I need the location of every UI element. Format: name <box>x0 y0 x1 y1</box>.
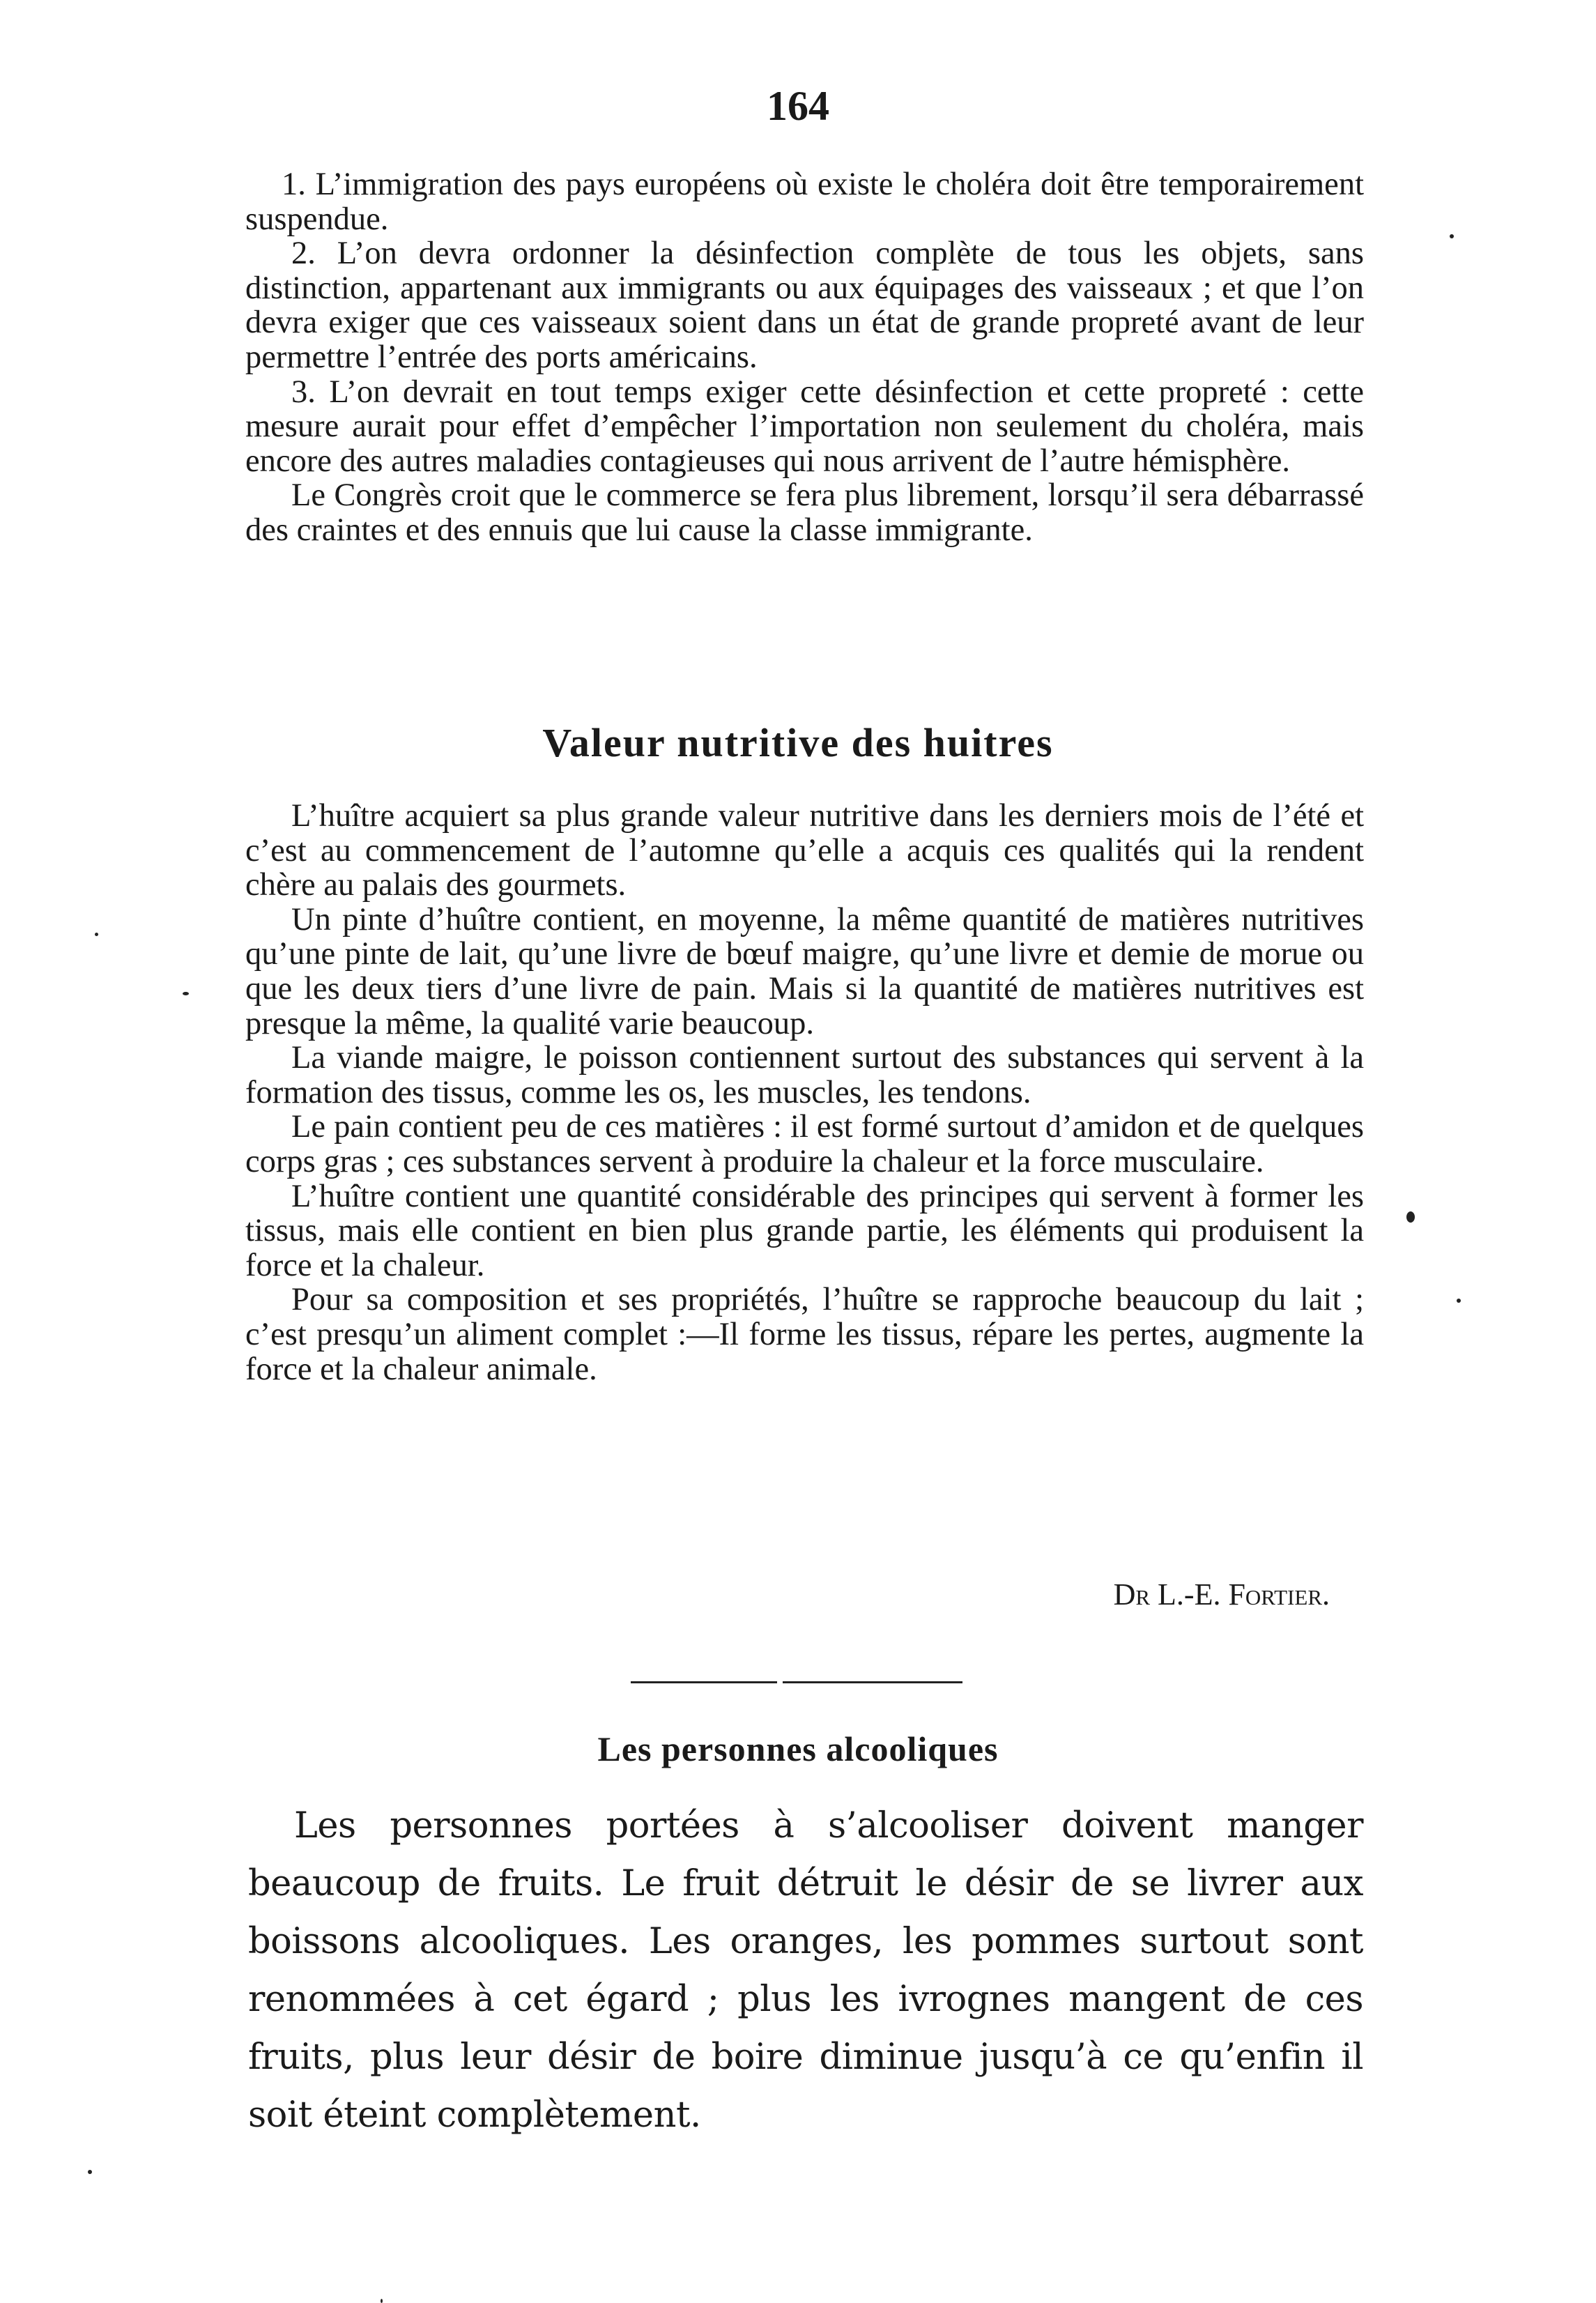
paragraph: Un pinte d’huître contient, en moyenne, la même quantité de matières nutritives qu’une pinte de lait, qu’une livre de bœuf maigre, qu’une livre et demie de morue ou que les deux tiers d’une livre de pain. Mais si la quantité de matières nutritives est presque la même, la qualité varie beaucoup. <box>245 901 1364 1041</box>
resolution-2: 2. L’on devra ordonner la désinfection complète de tous les objets, sans distinction, appartenant aux immigrants ou aux équipages des vaisseaux ; et que l’on devra exiger que ces vaisseaux soient dans un état de grande propreté avant de leur permettre l’entrée des ports américains. <box>245 236 1364 375</box>
paragraph: La viande maigre, le poisson contiennent surtout des substances qui servent à la formation des tissus, comme les os, les muscles, les tendons. <box>245 1040 1364 1110</box>
page-number: 164 <box>767 83 829 129</box>
scan-speck <box>88 2170 92 2174</box>
paragraph: L’huître contient une quantité considérable des principes qui servent à former les tissus, mais elle contient en bien plus grande partie, les éléments qui produisent la force et la chaleur. <box>245 1178 1364 1283</box>
alcoholics-article-body <box>248 1797 1363 2144</box>
scan-speck <box>381 2299 383 2303</box>
paragraph: Pour sa composition et ses propriétés, l’huître se rapproche beaucoup du lait ; c’est presqu’un aliment complet :—Il forme les tissus, répare les pertes, augmente la force et la chaleur animale. <box>245 1282 1364 1387</box>
cholera-resolutions <box>245 167 1364 548</box>
author-signature: Dr L.-E. Fortier. <box>1113 1577 1330 1612</box>
article-title-alcoholics: Les personnes alcooliques <box>597 1729 999 1768</box>
separator-rule-left <box>631 1681 777 1683</box>
separator-rule-right <box>783 1681 962 1683</box>
scan-speck <box>1457 1299 1461 1303</box>
paragraph: Le pain contient peu de ces matières : il est formé surtout d’amidon et de quelques corps gras ; ces substances servent à produire la chaleur et la force musculaire. <box>245 1109 1364 1179</box>
article-title-oysters: Valeur nutritive des huitres <box>542 720 1054 765</box>
oysters-article-body <box>245 799 1364 1386</box>
paragraph: L’huître acquiert sa plus grande valeur nutritive dans les derniers mois de l’été et c’est au commencement de l’automne qu’elle a acquis ces qualités qui la rendent chère au palais des gourmets. <box>245 798 1364 903</box>
paragraph: Les personnes portées à s’alcooliser doivent manger beaucoup de fruits. Le fruit détruit le désir de se livrer aux boissons alcooliques. Les oranges, les pommes surtout sont renommées à cet égard ; plus les ivrognes mangent de ces fruits, plus leur désir de boire diminue jusqu’à ce qu’enfin il soit éteint complètement. <box>248 1805 1363 2136</box>
congress-conclusion: Le Congrès croit que le commerce se fera plus librement, lorsqu’il sera débarrassé des craintes et des ennuis que lui cause la classe immigrante. <box>245 477 1364 548</box>
resolution-3: 3. L’on devrait en tout temps exiger cette désinfection et cette propreté : cette mesure aurait pour effet d’empêcher l’importation non seulement du choléra, mais encore des autres maladies contagieuses qui nous arrivent de l’autre hémisphère. <box>245 374 1364 479</box>
scan-speck <box>1450 234 1454 238</box>
scan-speck <box>1406 1211 1415 1223</box>
resolution-1: 1. L’immigration des pays européens où existe le choléra doit être temporairement suspendue. <box>245 167 1364 237</box>
scan-speck <box>95 933 98 936</box>
scan-speck <box>183 992 189 995</box>
